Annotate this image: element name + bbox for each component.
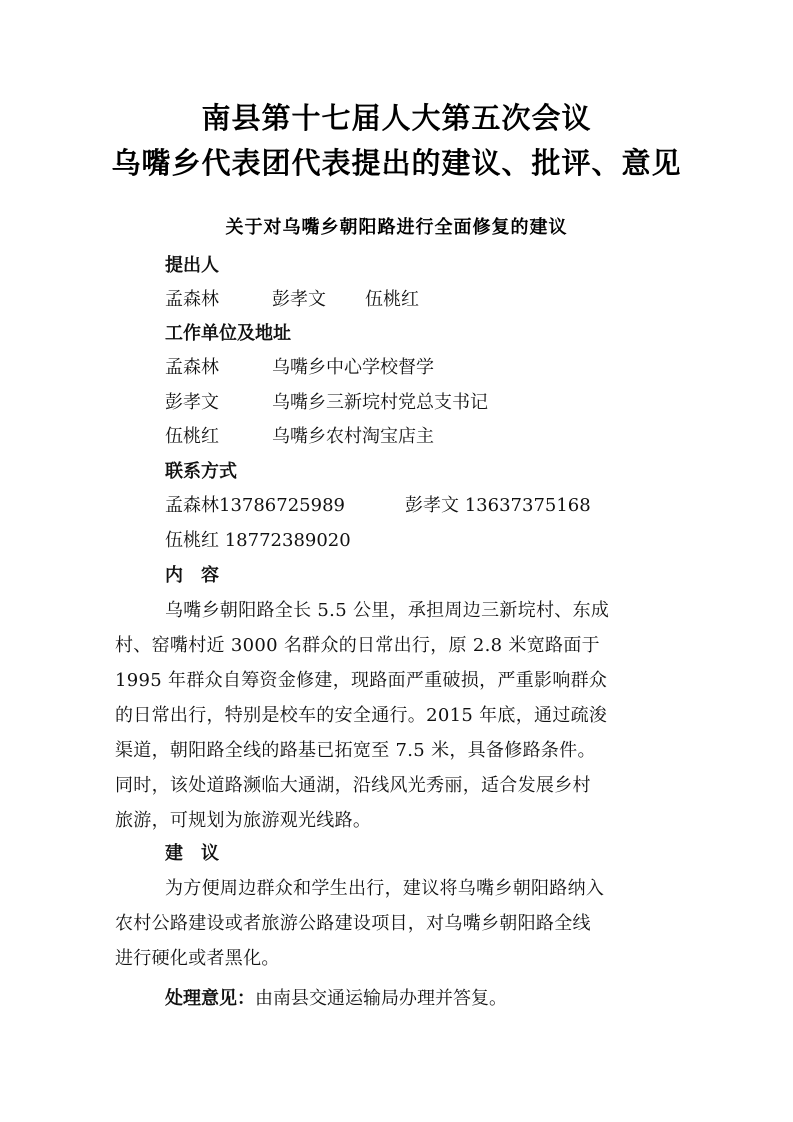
proposer-name: 孟森林 <box>165 289 219 310</box>
contact-entry <box>165 529 351 553</box>
content-line: 旅游，可规划为旅游观光线路。 <box>115 810 372 831</box>
contact-name: 孟森林 <box>165 495 219 516</box>
suggestion-line: 为方便周边群众和学生出行，建议将乌嘴乡朝阳路纳入 <box>165 878 605 899</box>
contact-phone: 13786725989 <box>219 495 345 516</box>
content-line: 渠道，朝阳路全线的路基已拓宽至 7.5 米，具备修路条件。 <box>115 740 596 761</box>
handling-opinion <box>165 984 507 1010</box>
content-heading: 内 容 <box>165 565 219 586</box>
contact-name: 伍桃红 <box>165 530 219 551</box>
contact-name: 彭孝文 <box>405 495 459 516</box>
workplace-person: 彭孝文 <box>165 392 219 413</box>
workplace-unit: 乌嘴乡农村淘宝店主 <box>272 426 434 447</box>
workplace-unit: 乌嘴乡中心学校督学 <box>272 357 434 378</box>
workplaces-heading: 工作单位及地址 <box>165 323 291 344</box>
suggestion-paragraph <box>115 871 675 976</box>
content-line: 同时，该处道路濒临大通湖，沿线风光秀丽，适合发展乡村 <box>115 775 591 796</box>
contact-phone: 13637375168 <box>464 495 591 516</box>
content-line: 乌嘴乡朝阳路全长 5.5 公里，承担周边三新垸村、东成 <box>165 600 610 621</box>
handling-opinion-text: 由南县交通运输局办理并答复。 <box>255 988 507 1009</box>
handling-opinion-label: 处理意见： <box>165 988 255 1009</box>
workplace-unit: 乌嘴乡三新垸村党总支书记 <box>272 392 488 413</box>
content-line: 1995 年群众自筹资金修建，现路面严重破损，严重影响群众 <box>115 670 608 691</box>
document-title-line1: 南县第十七届人大第五次会议 <box>201 101 592 135</box>
suggestion-line: 进行硬化或者黑化。 <box>115 948 280 969</box>
workplace-person: 孟森林 <box>165 357 219 378</box>
proposer-name: 伍桃红 <box>365 289 419 310</box>
proposal-subject: 关于对乌嘴乡朝阳路进行全面修复的建议 <box>225 217 568 238</box>
content-line: 的日常出行，特别是校车的安全通行。2015 年底，通过疏浚 <box>115 705 608 726</box>
suggestion-heading: 建 议 <box>165 843 219 864</box>
workplace-person: 伍桃红 <box>165 426 219 447</box>
proposers-heading: 提出人 <box>165 255 219 276</box>
contact-entry <box>405 494 591 518</box>
proposer-name: 彭孝文 <box>272 289 326 310</box>
contact-entry <box>165 494 345 518</box>
contacts-heading: 联系方式 <box>165 461 237 482</box>
document-title-line2: 乌嘴乡代表团代表提出的建议、批评、意见 <box>111 146 682 180</box>
contact-phone: 18772389020 <box>224 530 351 551</box>
content-paragraph <box>115 593 675 838</box>
content-line: 村、窑嘴村近 3000 名群众的日常出行，原 2.8 米宽路面于 <box>115 635 600 656</box>
suggestion-line: 农村公路建设或者旅游公路建设项目，对乌嘴乡朝阳路全线 <box>115 913 591 934</box>
